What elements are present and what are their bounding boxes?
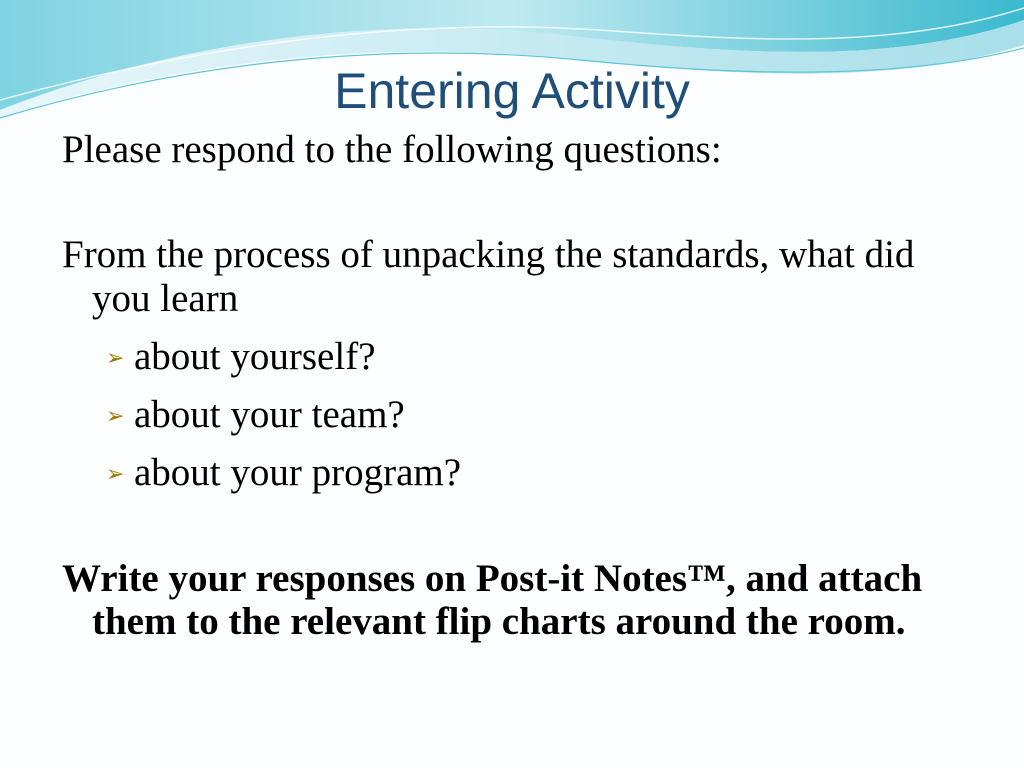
bullet-text: about your team? xyxy=(134,393,405,436)
arrow-bullet-icon: ➢ xyxy=(106,404,125,429)
bullet-text: about your program? xyxy=(134,451,462,494)
instruction-text: Write your responses on Post-it Notes™, and attach them to the relevant flip charts around the room. xyxy=(62,557,923,643)
list-item xyxy=(106,331,962,389)
slide-title: Entering Activity xyxy=(334,63,690,119)
arrow-bullet-icon: ➢ xyxy=(106,462,125,487)
slide-body xyxy=(62,128,962,643)
arrow-bullet-icon: ➢ xyxy=(106,346,125,371)
list-item xyxy=(106,447,962,505)
list-item xyxy=(106,389,962,447)
bullet-text: about yourself? xyxy=(134,335,376,378)
question-bullet-list xyxy=(62,331,962,505)
intro-text: Please respond to the following questions: xyxy=(62,128,722,171)
question-text: From the process of unpacking the standards, what did you learn xyxy=(62,233,915,320)
